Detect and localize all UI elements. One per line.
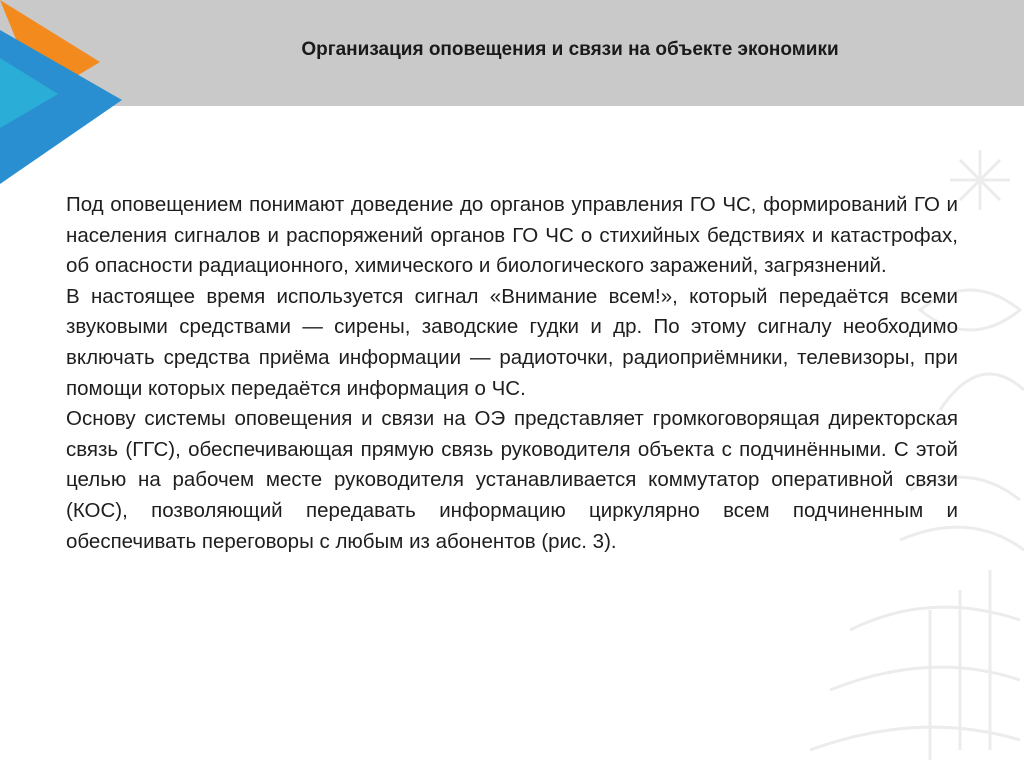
paragraph-system: Основу системы оповещения и связи на ОЭ представляет громкоговорящая директорская связь (ГГС), обеспечивающая прямую связь руководителя объекта с подчинёнными. С этой целью на рабочем месте руководителя устанавливается коммутатор оперативной связи (КОС), позволяющий передавать информацию циркулярно всем подчиненным и обеспечивать переговоры с любым из абонентов (рис. 3). (66, 407, 958, 553)
slide-title: Организация оповещения и связи на объекте экономики (301, 39, 839, 60)
paragraph-signal: В настоящее время используется сигнал «Внимание всем!», который передаётся всеми звуковыми средствами — сирены, заводские гудки и др. По этому сигналу необходимо включать средства приёма информации — радиоточки, радиоприёмники, телевизоры, при помощи которых передаётся информация о ЧС. (66, 284, 958, 400)
body-text (66, 190, 958, 557)
paragraph-definition: Под оповещением понимают доведение до органов управления ГО ЧС, формирований ГО и населения сигналов и распоряжений органов ГО ЧС о стихийных бедствиях и катастрофах, об опасности радиационного, химического и биологического заражений, загрязнений. (66, 193, 958, 278)
triangle-arrow-logo-icon (0, 0, 130, 190)
